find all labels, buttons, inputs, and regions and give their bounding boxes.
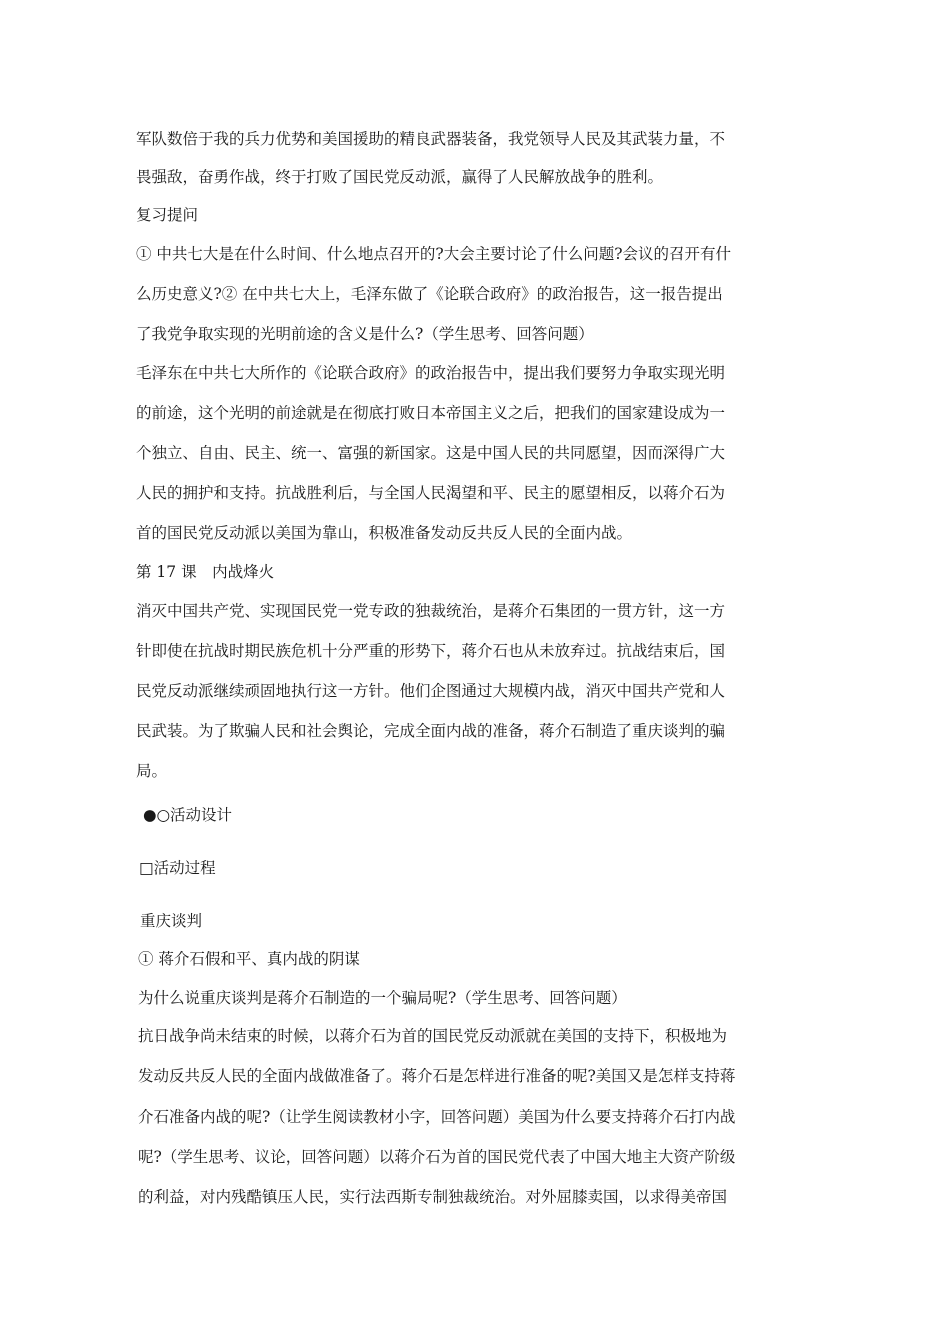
paragraph-line: 毛泽东在中共七大所作的《论联合政府》的政治报告中，提出我们要努力争取实现光明 [136, 364, 726, 382]
paragraph-line: 民武装。为了欺骗人民和社会舆论，完成全面内战的准备，蒋介石制造了重庆谈判的骗 [136, 722, 726, 740]
paragraph-line: 军队数倍于我的兵力优势和美国援助的精良武器装备，我党领导人民及其武装力量，不 [136, 130, 726, 148]
paragraph-line: 消灭中国共产党、实现国民党一党专政的独裁统治，是蒋介石集团的一贯方针，这一方 [136, 602, 726, 620]
paragraph-line: 人民的拥护和支持。抗战胜利后，与全国人民渴望和平、民主的愿望相反，以蒋介石为 [136, 484, 726, 502]
question-line: 为什么说重庆谈判是蒋介石制造的一个骗局呢?（学生思考、回答问题） [138, 989, 627, 1007]
paragraph-line: 首的国民党反动派以美国为靠山，积极准备发动反共反人民的全面内战。 [136, 524, 633, 542]
heading-chongqing-negotiation: 重庆谈判 [140, 912, 203, 930]
paragraph-line: 局。 [136, 762, 168, 780]
paragraph-line: 的前途，这个光明的前途就是在彻底打败日本帝国主义之后，把我们的国家建设成为一 [136, 404, 726, 422]
subheading-line: ① 蒋介石假和平、真内战的阴谋 [138, 950, 360, 968]
paragraph-line: 抗日战争尚未结束的时候，以蒋介石为首的国民党反动派就在美国的支持下，积极地为 [138, 1027, 728, 1045]
question-line: 了我党争取实现的光明前途的含义是什么?（学生思考、回答问题） [136, 325, 594, 343]
paragraph-line: 呢?（学生思考、议论，回答问题）以蒋介石为首的国民党代表了中国大地主大资产阶级 [138, 1148, 736, 1166]
paragraph-line: 畏强敌，奋勇作战，终于打败了国民党反动派，赢得了人民解放战争的胜利。 [136, 168, 664, 186]
question-line: 么历史意义?② 在中共七大上，毛泽东做了《论联合政府》的政治报告，这一报告提出 [136, 285, 723, 303]
question-line: ① 中共七大是在什么时间、什么地点召开的?大会主要讨论了什么问题?会议的召开有什 [136, 245, 732, 263]
paragraph-line: 民党反动派继续顽固地执行这一方针。他们企图通过大规模内战，消灭中国共产党和人 [136, 682, 726, 700]
paragraph-line: 发动反共反人民的全面内战做准备了。蒋介石是怎样进行准备的呢?美国又是怎样支持蒋 [138, 1067, 736, 1085]
paragraph-line: 个独立、自由、民主、统一、富强的新国家。这是中国人民的共同愿望，因而深得广大 [136, 444, 726, 462]
paragraph-line: 介石准备内战的呢?（让学生阅读教材小字，回答问题）美国为什么要支持蒋介石打内战 [138, 1108, 736, 1126]
paragraph-line: 针即使在抗战时期民族危机十分严重的形势下，蒋介石也从未放弃过。抗战结束后，国 [136, 642, 726, 660]
paragraph-line: 的利益，对内残酷镇压人民，实行法西斯专制独裁统治。对外屈膝卖国，以求得美帝国 [138, 1188, 728, 1206]
heading-activity-design: ●○活动设计 [143, 806, 233, 824]
heading-review-questions: 复习提问 [136, 206, 199, 224]
heading-activity-process: □活动过程 [139, 859, 216, 877]
lesson-title: 第 17 课 内战烽火 [136, 563, 275, 581]
